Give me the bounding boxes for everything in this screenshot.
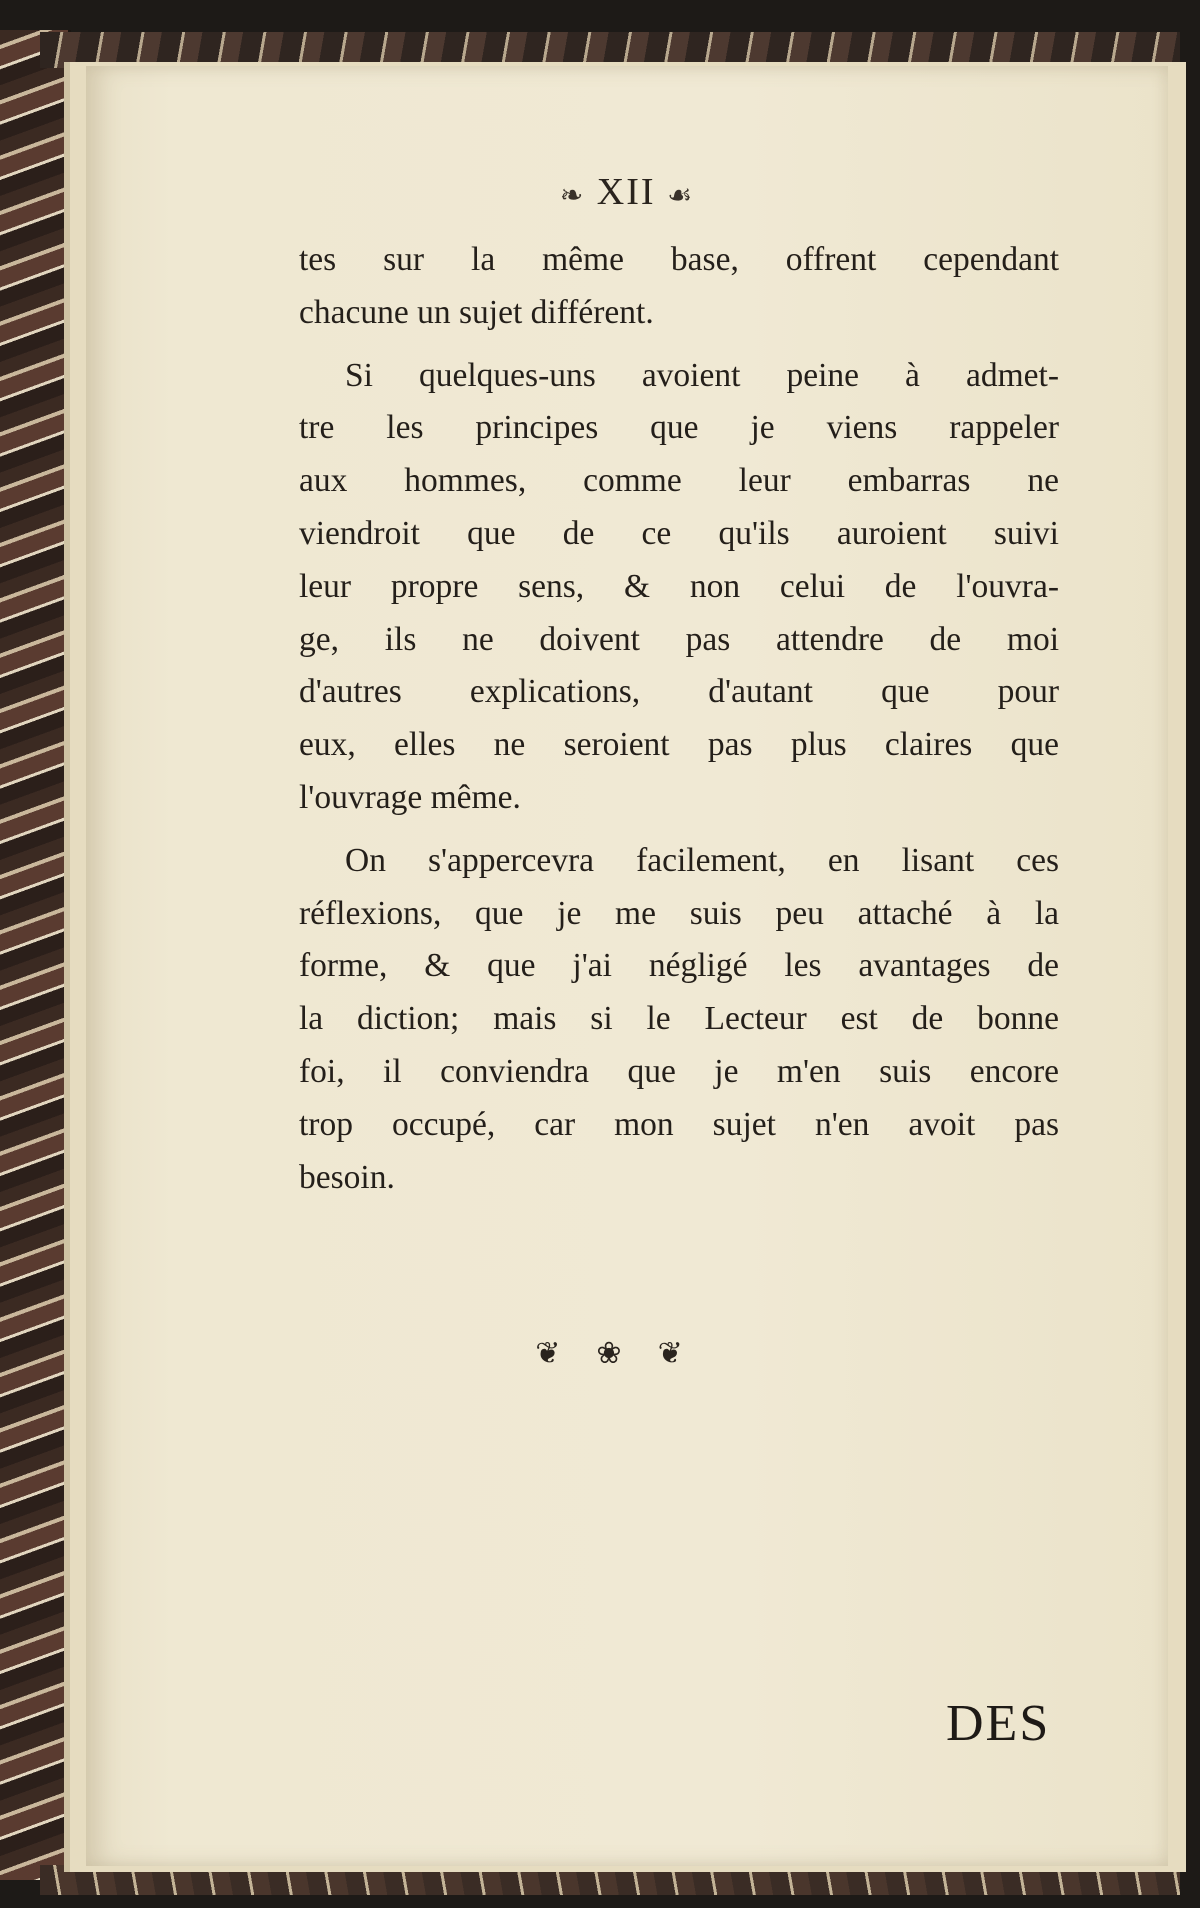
text-line: la diction; mais si le Lecteur est de bonne xyxy=(299,1000,1059,1038)
body-text xyxy=(299,234,1059,1204)
fleuron-left-icon: ❦ xyxy=(535,1337,597,1370)
text-line: eux, elles ne seroient pas plus claires que xyxy=(299,726,1059,764)
text-line: tes sur la même base, offrent cependant xyxy=(299,241,1059,278)
page-number: XII xyxy=(596,171,656,213)
text-line: forme, & que j'ai négligé les avantages de xyxy=(299,947,1059,985)
ornament-right-icon: ☙ xyxy=(667,180,695,212)
page-header xyxy=(86,170,1168,214)
text-line: d'autres explications, d'autant que pour xyxy=(299,673,1059,711)
text-line: trop occupé, car mon sujet n'en avoit pas xyxy=(299,1105,1059,1143)
book-page xyxy=(86,66,1168,1866)
text-line: Si quelques-uns avoient peine à admet- xyxy=(345,356,1059,394)
text-line: leur propre sens, & non celui de l'ouvra- xyxy=(299,567,1059,605)
fleuron-center-icon: ❀ xyxy=(596,1337,658,1370)
text-line: besoin. xyxy=(299,1158,395,1196)
text-line: réflexions, que je me suis peu attaché à la xyxy=(299,894,1059,932)
text-line: viendroit que de ce qu'ils auroient suivi xyxy=(299,514,1059,552)
catchword: DES xyxy=(946,1695,1051,1752)
text-line: aux hommes, comme leur embarras ne xyxy=(299,462,1059,500)
text-line: l'ouvrage même. xyxy=(299,778,521,816)
marbled-cover-left xyxy=(0,30,71,1880)
text-line: tre les principes que je viens rappeler xyxy=(299,409,1059,447)
text-line: chacune un sujet différent. xyxy=(299,293,654,331)
text-line: On s'appercevra facilement, en lisant ces xyxy=(345,841,1059,879)
fleuron-right-icon: ❦ xyxy=(657,1337,719,1370)
fleuron-ornament xyxy=(86,1336,1168,1371)
text-line: foi, il conviendra que je m'en suis encore xyxy=(299,1052,1059,1090)
ornament-left-icon: ❧ xyxy=(559,180,586,212)
text-line: ge, ils ne doivent pas attendre de moi xyxy=(299,620,1059,658)
